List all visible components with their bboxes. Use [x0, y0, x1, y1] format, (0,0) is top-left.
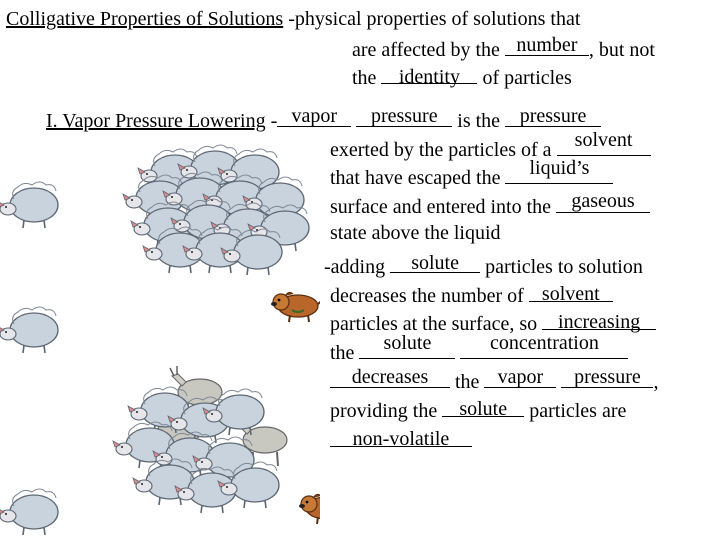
blank-solvent	[557, 129, 651, 156]
blank-answer: solute	[459, 398, 508, 420]
blank-gaseous	[556, 190, 650, 213]
definition-text: , but not	[588, 39, 655, 61]
body-text: the	[455, 371, 480, 393]
blank-answer: solute	[383, 332, 432, 354]
body-text: exerted by the particles of a	[330, 139, 552, 161]
line-7	[330, 283, 613, 307]
blank-decreases	[330, 366, 450, 388]
dog-icon	[299, 494, 320, 524]
body-text: decreases the number of	[330, 285, 524, 307]
sheep-goat-cluster-bottom	[113, 366, 287, 513]
definition-text: are affected by the	[352, 39, 500, 61]
definition-text: the	[352, 67, 377, 89]
blank-solute-1	[390, 254, 480, 273]
sheep-cluster-top	[123, 145, 309, 275]
blank-answer: solute	[411, 252, 459, 274]
blank-vapor-2	[484, 366, 556, 388]
definition-prefix: -physical properties of solutions that	[288, 8, 581, 30]
body-text: providing the	[330, 400, 438, 422]
blank-answer: decreases	[351, 366, 429, 388]
blank-answer: pressure	[574, 366, 641, 388]
blank-answer: vapor	[291, 105, 338, 127]
blank-answer: identity	[398, 66, 460, 88]
blank-number	[505, 34, 589, 56]
line-3	[330, 157, 613, 189]
blank-pressure-3	[561, 366, 653, 388]
definition-line-3	[352, 65, 572, 89]
body-text: particles to solution	[485, 256, 643, 278]
blank-answer: number	[516, 34, 578, 56]
blank-answer: increasing	[558, 311, 641, 333]
blank-answer: vapor	[497, 366, 544, 388]
topic-title: Colligative Properties of Solutions	[6, 8, 284, 30]
body-text: that have escaped the	[330, 167, 501, 189]
line-11	[330, 398, 626, 422]
sheep-icon	[0, 182, 58, 228]
blank-solute-2	[359, 332, 455, 359]
dog-icon	[271, 292, 320, 322]
blank-concentration	[460, 332, 628, 359]
blank-non-volatile	[330, 428, 472, 450]
body-text: ,	[653, 371, 659, 393]
blank-answer: non-volatile	[352, 428, 450, 450]
blank-pressure-1	[356, 105, 452, 127]
sheep-icon	[0, 307, 58, 353]
blank-answer: concentration	[490, 332, 599, 354]
body-text: is the	[457, 110, 501, 132]
blank-increasing	[542, 311, 656, 333]
body-text: -adding	[324, 256, 386, 278]
blank-pressure-2	[505, 105, 601, 127]
definition-line-2	[352, 34, 655, 61]
blank-answer: pressure	[519, 105, 587, 127]
body-text: particles are	[529, 400, 627, 422]
line-9	[330, 332, 628, 364]
blank-answer: gaseous	[571, 190, 635, 212]
body-text: particles at the surface, so	[330, 313, 538, 335]
blank-answer: liquid’s	[529, 157, 590, 179]
section-heading: I. Vapor Pressure Lowering	[46, 110, 266, 132]
definition-text: of particles	[482, 67, 572, 89]
blank-solvent-2	[529, 283, 613, 305]
line-10	[330, 366, 659, 393]
sheep-icon	[0, 489, 58, 535]
line-4	[330, 190, 650, 218]
blank-liquids	[505, 157, 613, 184]
blank-answer: solvent	[541, 283, 600, 305]
dash: -	[270, 110, 278, 132]
blank-solute-3	[442, 398, 524, 420]
blank-answer: pressure	[370, 105, 438, 127]
body-text: state above the liquid	[330, 222, 501, 244]
body-text: surface and entered into the	[330, 196, 552, 218]
line-12	[330, 428, 472, 452]
line-5	[330, 222, 501, 244]
illustration-layer	[0, 0, 320, 540]
blank-answer: solvent	[574, 129, 633, 151]
blank-identity	[381, 65, 477, 88]
line-6	[324, 254, 643, 278]
body-text: the	[330, 342, 355, 364]
